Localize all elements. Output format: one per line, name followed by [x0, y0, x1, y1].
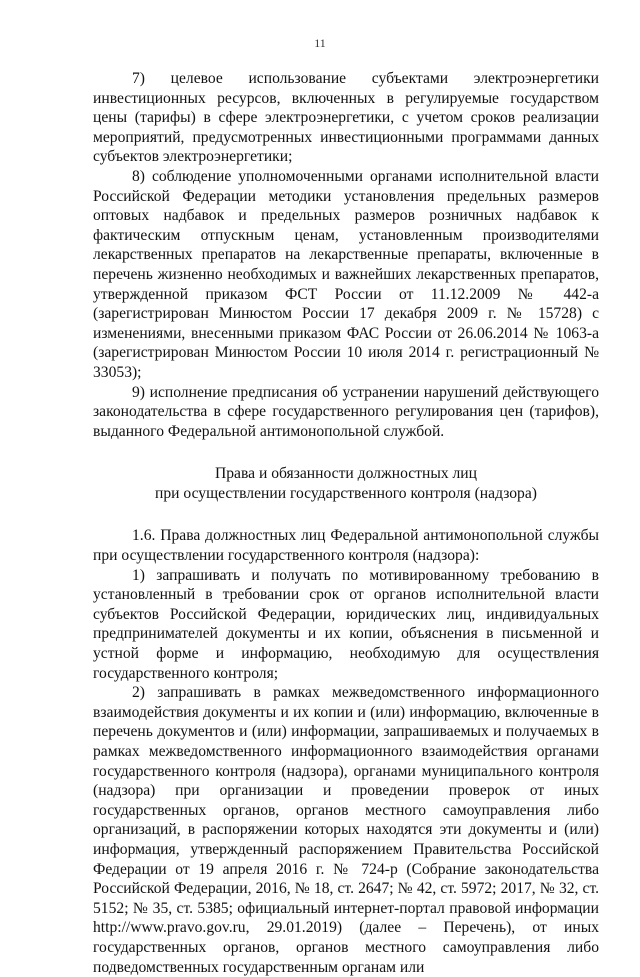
section-heading-line-2: при осуществлении государственного контроля (надзора): [155, 484, 537, 502]
section-heading: [93, 464, 599, 503]
right-item-1: 1) запрашивать и получать по мотивированному требованию в установленный в требовании срок от органов исполнительной власти субъектов Российской Федерации, юридических лиц, индивидуальных предпринимателей документы и их копии, объяснения в письменной и устной форме и информацию, необходимую для осуществления государственного контроля;: [93, 566, 599, 682]
clause-1-6: 1.6. Права должностных лиц Федеральной антимонопольной службы при осуществлении государственного контроля (надзора):: [93, 527, 599, 565]
page-number: 11: [314, 36, 326, 50]
list-item-9: 9) исполнение предписания об устранении нарушений действующего законодательства в сфере государственного регулирования цен (тарифов), выданного Федеральной антимонопольной службой.: [93, 383, 599, 440]
list-item-7: 7) целевое использование субъектами электроэнергетики инвестиционных ресурсов, включенных в регулируемые государством цены (тарифы) в сфере электроэнергетики, с учетом сроков реализации мероприятий, предусмотренных инвестиционными программами данных субъектов электроэнергетики;: [93, 70, 599, 166]
right-item-2: 2) запрашивать в рамках межведомственного информационного взаимодействия документы и их копии и (или) информацию, включенные в перечень документов и (или) информации, запрашиваемых и получаемых в рамках межведомственного информационного взаимодействия органами государственного контроля (надзора), органами муниципального контроля (надзора) при организации и проведении проверок от иных государственных органов, органов местного самоуправления либо организаций, в распоряжении которых находятся эти документы и (или) информация, утвержденный распоряжением Правительства Российской Федерации от 19 апреля 2016 г. № 724-р (Собрание законодательства Российской Федерации, 2016, № 18, ст. 2647; № 42, ст. 5972; 2017, № 32, ст. 5152; № 35, ст. 5385; официальный интернет-портал правовой информации http://www.pravo.gov.ru, 29.01.2019) (далее – Перечень), от иных государственных органов, органов местного самоуправления либо подведомственных государственным органам или: [93, 684, 599, 976]
section-heading-line-1: Права и обязанности должностных лиц: [215, 465, 477, 483]
list-item-8: 8) соблюдение уполномоченными органами исполнительной власти Российской Федерации методики установления предельных размеров оптовых надбавок и предельных размеров розничных надбавок к фактическим отпускным ценам, установленным производителями лекарственных препаратов на лекарственные препараты, включенные в перечень жизненно необходимых и важнейших лекарственных препаратов, утвержденной приказом ФСТ России от 11.12.2009 № 442-а (зарегистрирован Минюстом России 17 декабря 2009 г. № 15728) с изменениями, внесенными приказом ФАС России от 26.06.2014 № 1063-а (зарегистрирован Минюстом России 10 июля 2014 г. регистрационный № 33053);: [93, 167, 599, 381]
document-body: [93, 69, 599, 977]
